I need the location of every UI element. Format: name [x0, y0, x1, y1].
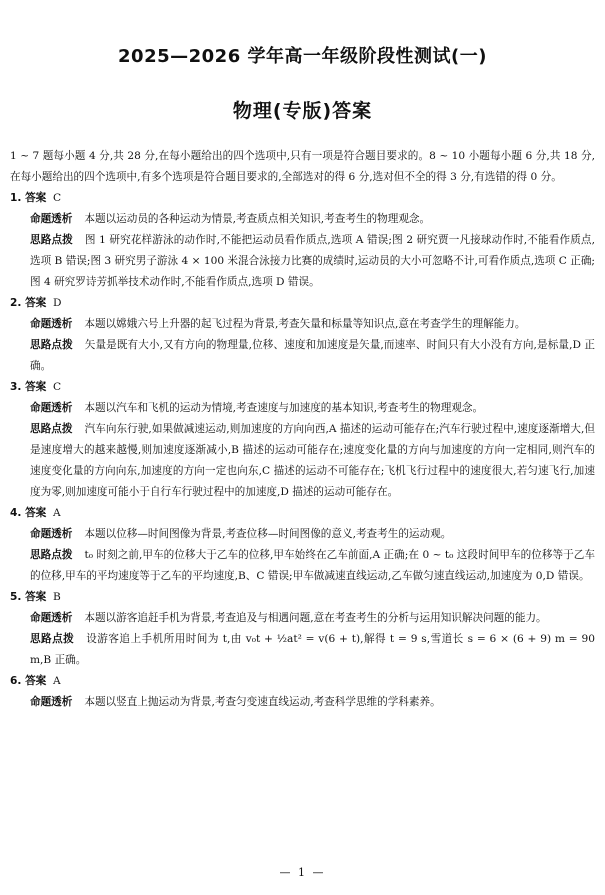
hint-label: 思路点拨 — [30, 234, 73, 246]
answer-choice: C — [53, 381, 62, 393]
answer-heading: 3. 答案 — [10, 381, 47, 393]
page-number: — 1 — — [279, 866, 326, 879]
analysis-text: 本题以位移—时间图像为背景,考查位移—时间图像的意义,考查考生的运动观。 — [84, 528, 452, 540]
hint-text: 汽车向东行驶,如果做减速运动,则加速度的方向向西,A 描述的运动可能存在;汽车行驶过程中,速度逐渐增大,但是速度增大的越来越慢,则加速度逐渐减小,B 描述的运动可能存在;速度变化量的方向与加速度的方向一定相同,则汽车的速度变化量的方向向东,加速度的方向一定也向东,C 描述的运动不可能存在;飞机飞行过程中的速度很大,若匀速飞行,加速度为零,则加速度可能小于自行车行驶过程中的加速度,D 描述的运动可能存在。 — [30, 423, 596, 498]
answer-line — [10, 671, 595, 692]
answer-choice: C — [53, 192, 62, 204]
answer-heading: 4. 答案 — [10, 507, 47, 519]
scoring-instructions: 1 ~ 7 题每小题 4 分,共 28 分,在每小题给出的四个选项中,只有一项是符合题目要求的。8 ~ 10 小题每小题 6 分,共 18 分,在每小题给出的四个选项中,有多个选项是符合题目要求的,全部选对的得 6 分,选对但不全的得 3 分,有选错的得 0 分。 — [10, 150, 595, 183]
question-block — [10, 503, 595, 587]
analysis-text: 本题以汽车和飞机的运动为情境,考查速度与加速度的基本知识,考查考生的物理观念。 — [84, 402, 484, 414]
analysis-label: 命题透析 — [30, 696, 73, 708]
analysis-label: 命题透析 — [30, 612, 73, 624]
analysis-row — [30, 314, 595, 335]
analysis-label: 命题透析 — [30, 402, 73, 414]
hint-row — [30, 629, 595, 671]
hint-row — [30, 545, 595, 587]
analysis-text: 本题以运动员的各种运动为情景,考查质点相关知识,考查考生的物理观念。 — [84, 213, 431, 225]
answer-heading: 1. 答案 — [10, 192, 47, 204]
question-block — [10, 671, 595, 713]
hint-row — [30, 230, 595, 293]
answer-line — [10, 503, 595, 524]
hint-text: 图 1 研究花样游泳的动作时,不能把运动员看作质点,选项 A 错误;图 2 研究贾一凡接球动作时,不能看作质点,选项 B 错误;图 3 研究男子游泳 4 × 100 米混合泳接力比赛的成绩时,运动员的大小可忽略不计,可看作质点,选项 C 正确;图 4 研究罗诗芳抓举技术动作时,不能看作质点,选项 D 错误。 — [30, 234, 596, 288]
hint-label: 思路点拨 — [30, 339, 73, 351]
hint-text: 设游客追上手机所用时间为 t,由 v₀t + ½at² = v(6 + t),解得 t = 9 s,雪道长 s = 6 × (6 + 9) m = 90 m,B 正确。 — [30, 633, 595, 666]
hint-row — [30, 335, 595, 377]
question-block — [10, 587, 595, 671]
answer-content — [10, 146, 595, 713]
analysis-row — [30, 524, 595, 545]
answer-heading: 2. 答案 — [10, 297, 47, 309]
exam-subtitle: 物理(专版)答案 — [232, 100, 373, 122]
hint-label: 思路点拨 — [30, 633, 75, 645]
analysis-row — [30, 608, 595, 629]
analysis-label: 命题透析 — [30, 318, 73, 330]
answer-line — [10, 188, 595, 209]
question-block — [10, 188, 595, 293]
answer-choice: D — [53, 297, 62, 309]
analysis-text: 本题以竖直上抛运动为背景,考查匀变速直线运动,考查科学思维的学科素养。 — [84, 696, 441, 708]
analysis-label: 命题透析 — [30, 528, 73, 540]
answer-heading: 5. 答案 — [10, 591, 47, 603]
analysis-row — [30, 692, 595, 713]
analysis-text: 本题以游客追赶手机为背景,考查追及与相遇问题,意在考查考生的分析与运用知识解决问题的能力。 — [84, 612, 547, 624]
hint-label: 思路点拨 — [30, 549, 73, 561]
analysis-label: 命题透析 — [30, 213, 73, 225]
exam-title: 2025—2026 学年高一年级阶段性测试(一) — [118, 46, 487, 67]
answer-choice: A — [53, 675, 61, 687]
answer-choice: A — [53, 507, 61, 519]
analysis-text: 本题以嫦娥六号上升器的起飞过程为背景,考查矢量和标量等知识点,意在考查学生的理解能力。 — [84, 318, 526, 330]
hint-row — [30, 419, 595, 503]
answer-line — [10, 293, 595, 314]
answer-line — [10, 377, 595, 398]
answer-heading: 6. 答案 — [10, 675, 47, 687]
question-list — [10, 188, 595, 713]
analysis-row — [30, 209, 595, 230]
hint-text: t₀ 时刻之前,甲车的位移大于乙车的位移,甲车始终在乙车前面,A 正确;在 0 ~ t₀ 这段时间甲车的位移等于乙车的位移,甲车的平均速度等于乙车的平均速度,B、C 错误;甲车做减速直线运动,乙车做匀速直线运动,加速度为 0,D 错误。 — [30, 549, 596, 582]
hint-label: 思路点拨 — [30, 423, 73, 435]
question-block — [10, 377, 595, 503]
answer-line — [10, 587, 595, 608]
answer-choice: B — [53, 591, 61, 603]
question-block — [10, 293, 595, 377]
analysis-row — [30, 398, 595, 419]
hint-text: 矢量是既有大小,又有方向的物理量,位移、速度和加速度是矢量,而速率、时间只有大小没有方向,是标量,D 正确。 — [30, 339, 596, 372]
